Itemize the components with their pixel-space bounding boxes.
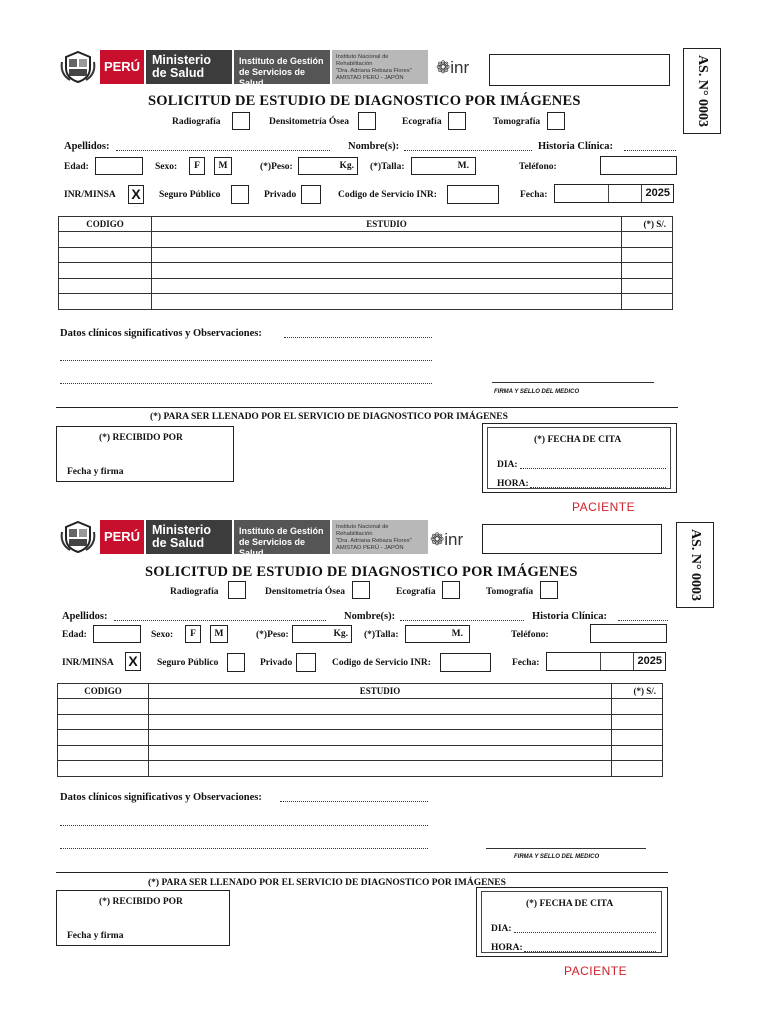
inr-logo-mark-icon: ❁ [430, 530, 445, 549]
header-blank-box[interactable] [489, 54, 670, 86]
historia-line[interactable] [618, 620, 668, 621]
inr-minsa-label: INR/MINSA [62, 658, 114, 668]
inr-institute-banner [332, 520, 428, 554]
inr-minsa-checkbox[interactable] [125, 652, 141, 671]
fecha-cita-label: (*) FECHA DE CITA [526, 899, 614, 909]
kg-unit: Kg. [333, 629, 348, 639]
section-divider [56, 872, 668, 873]
serial-number-box [683, 48, 721, 134]
inr-line2: "Dra. Adriana Rebaza Flores" [336, 538, 412, 544]
firma-line[interactable] [492, 382, 654, 383]
instituto-line2: de Servicios de Salud [239, 67, 306, 88]
inr-line1: Instituto Nacional de Rehabilitación [336, 524, 389, 537]
m-unit: M. [451, 629, 463, 639]
densitometria-checkbox[interactable] [358, 112, 376, 130]
fecha-cita-label: (*) FECHA DE CITA [534, 435, 622, 445]
ecografia-label: Ecografía [396, 587, 436, 597]
inr-minsa-mark: X [128, 653, 138, 669]
sexo-f-checkbox[interactable] [189, 157, 205, 175]
privado-checkbox[interactable] [301, 185, 321, 204]
table-row[interactable] [58, 699, 663, 715]
apellidos-label: Apellidos: [64, 141, 110, 152]
serial-number: AS. N° 0003 [695, 54, 710, 128]
edad-field[interactable] [95, 157, 143, 175]
edad-label: Edad: [62, 630, 87, 640]
inr-minsa-label: INR/MINSA [64, 190, 116, 200]
estudio-header: ESTUDIO [149, 684, 612, 699]
table-row[interactable] [59, 263, 673, 279]
studies-table [57, 683, 663, 777]
peru-logo: PERÚ [100, 520, 144, 554]
tomografia-label: Tomografía [486, 587, 534, 597]
tomografia-checkbox[interactable] [547, 112, 565, 130]
table-row[interactable] [58, 730, 663, 746]
historia-label: Historia Clínica: [538, 141, 613, 152]
copy-label: PACIENTE [564, 964, 628, 978]
codigo-header: CODIGO [59, 217, 152, 232]
edad-field[interactable] [93, 625, 141, 643]
firma-label: FIRMA Y SELLO DEL MEDICO [514, 854, 600, 860]
inr-minsa-checkbox[interactable] [128, 185, 144, 204]
ministerio-line2: de Salud [152, 66, 205, 80]
table-row[interactable] [58, 714, 663, 730]
peru-logo: PERÚ [100, 50, 144, 84]
codigo-servicio-label: Codigo de Servicio INR: [332, 658, 431, 668]
codigo-servicio-field[interactable] [440, 653, 491, 672]
ministerio-line2: de Salud [152, 536, 205, 550]
sexo-m-label: M [218, 161, 228, 171]
privado-label: Privado [260, 658, 293, 668]
apellidos-line[interactable] [116, 150, 330, 151]
copy-label: PACIENTE [572, 500, 636, 514]
precio-header: (*) S/. [612, 684, 663, 699]
edad-label: Edad: [64, 162, 89, 172]
ministerio-logo [146, 520, 232, 554]
ecografia-label: Ecografía [402, 117, 442, 127]
observaciones-line-2[interactable] [60, 360, 432, 361]
sexo-f-label: F [194, 161, 200, 171]
fecha-field[interactable] [546, 652, 666, 671]
inr-line2: "Dra. Adriana Rebaza Flores" [336, 68, 412, 74]
dia-label: DIA: [491, 924, 512, 934]
inr-minsa-mark: X [131, 186, 141, 202]
instituto-logo [234, 520, 330, 558]
peru-coat-of-arms-icon [60, 48, 96, 84]
precio-header: (*) S/. [622, 217, 673, 232]
inr-logo-text: inr [450, 58, 470, 77]
talla-field[interactable] [405, 625, 470, 643]
studies-table [58, 216, 673, 310]
recibido-box[interactable] [56, 890, 230, 946]
historia-label: Historia Clínica: [532, 611, 607, 622]
llenado-label: (*) PARA SER LLENADO POR EL SERVICIO DE DIAGNOSTICO POR IMÁGENES [148, 878, 506, 888]
radiografia-label: Radiografía [172, 117, 221, 127]
radiografia-label: Radiografía [170, 587, 219, 597]
observaciones-line-3[interactable] [60, 848, 428, 849]
hora-line[interactable] [524, 951, 656, 952]
form-copy-2 [0, 470, 768, 978]
llenado-label: (*) PARA SER LLENADO POR EL SERVICIO DE DIAGNOSTICO POR IMÁGENES [150, 412, 508, 422]
apellidos-line[interactable] [114, 620, 326, 621]
fecha-cita-box [476, 887, 668, 957]
inr-logo [436, 58, 469, 78]
radiografia-checkbox[interactable] [232, 112, 250, 130]
fecha-field[interactable] [554, 184, 674, 203]
table-row[interactable] [59, 232, 673, 248]
dia-line[interactable] [520, 468, 666, 469]
observaciones-line-1[interactable] [280, 801, 428, 802]
inr-line3: AMISTAD PERÚ - JAPÓN [336, 545, 404, 551]
inr-logo-text: inr [444, 530, 464, 549]
peso-field[interactable] [298, 157, 358, 175]
table-row[interactable] [59, 294, 673, 310]
serial-number-box [676, 522, 714, 608]
nombres-line[interactable] [404, 150, 532, 151]
radiografia-checkbox[interactable] [228, 581, 246, 599]
observaciones-line-2[interactable] [60, 825, 428, 826]
dia-label: DIA: [497, 460, 518, 470]
fecha-year: 2025 [637, 655, 662, 667]
form-title: SOLICITUD DE ESTUDIO DE DIAGNOSTICO POR IMÁGENES [148, 93, 581, 109]
fecha-firma-label: Fecha y firma [67, 931, 124, 941]
table-row[interactable] [58, 761, 663, 777]
inr-institute-banner [332, 50, 428, 84]
form-title: SOLICITUD DE ESTUDIO DE DIAGNOSTICO POR IMÁGENES [145, 564, 578, 580]
instituto-line1: Instituto de Gestión [239, 526, 324, 536]
tomografia-label: Tomografía [493, 117, 541, 127]
ministerio-line1: Ministerio [152, 523, 212, 537]
firma-label: FIRMA Y SELLO DEL MEDICO [494, 389, 580, 395]
peso-label: (*)Peso: [256, 630, 289, 640]
inr-line3: AMISTAD PERÚ - JAPÓN [336, 75, 404, 81]
hora-label: HORA: [491, 943, 523, 953]
codigo-servicio-label: Codigo de Servicio INR: [338, 190, 437, 200]
densitometria-checkbox[interactable] [352, 581, 370, 599]
densitometria-label: Densitometría Ósea [265, 587, 345, 597]
historia-line[interactable] [624, 150, 676, 151]
talla-field[interactable] [411, 157, 476, 175]
ministerio-line1: Ministerio [152, 53, 212, 67]
telefono-field[interactable] [600, 156, 677, 175]
nombres-label: Nombre(s): [348, 141, 400, 152]
instituto-line1: Instituto de Gestión [239, 56, 324, 66]
sexo-label: Sexo: [151, 630, 174, 640]
talla-label: (*)Talla: [364, 630, 399, 640]
telefono-label: Teléfono: [511, 630, 549, 640]
seguro-label: Seguro Público [159, 190, 221, 200]
peso-label: (*)Peso: [260, 162, 293, 172]
telefono-field[interactable] [590, 624, 667, 643]
sexo-m-label: M [214, 629, 224, 639]
datos-clinicos-label: Datos clínicos significativos y Observaciones: [60, 328, 262, 339]
ecografia-checkbox[interactable] [442, 581, 460, 599]
peso-field[interactable] [292, 625, 352, 643]
sexo-f-checkbox[interactable] [185, 625, 201, 643]
firma-line[interactable] [486, 848, 646, 849]
telefono-label: Teléfono: [519, 162, 557, 172]
peru-coat-of-arms-icon [60, 518, 96, 554]
estudio-header: ESTUDIO [152, 217, 622, 232]
observaciones-line-1[interactable] [284, 337, 432, 338]
instituto-logo [234, 50, 330, 88]
tomografia-checkbox[interactable] [540, 581, 558, 599]
privado-label: Privado [264, 190, 297, 200]
instituto-line2: de Servicios de Salud [239, 537, 306, 558]
fecha-label: Fecha: [512, 658, 540, 668]
seguro-checkbox[interactable] [227, 653, 245, 672]
header-blank-box[interactable] [482, 524, 662, 554]
fecha-label: Fecha: [520, 190, 548, 200]
kg-unit: Kg. [339, 161, 354, 171]
privado-checkbox[interactable] [296, 653, 316, 672]
apellidos-label: Apellidos: [62, 611, 108, 622]
inr-logo-mark-icon: ❁ [436, 58, 451, 77]
observaciones-line-3[interactable] [60, 383, 432, 384]
nombres-label: Nombre(s): [344, 611, 396, 622]
fecha-firma-label: Fecha y firma [67, 467, 124, 477]
ministerio-logo [146, 50, 232, 84]
seguro-checkbox[interactable] [231, 185, 249, 204]
table-row[interactable] [59, 278, 673, 294]
codigo-servicio-field[interactable] [447, 185, 499, 204]
seguro-label: Seguro Público [157, 658, 219, 668]
fecha-cita-inner [481, 891, 662, 953]
table-row[interactable] [59, 247, 673, 263]
inr-line1: Instituto Nacional de Rehabilitación [336, 54, 389, 67]
dia-line[interactable] [514, 932, 656, 933]
hora-label: HORA: [497, 479, 529, 489]
recibido-label: (*) RECIBIDO POR [99, 433, 183, 443]
codigo-header: CODIGO [58, 684, 149, 699]
sexo-m-checkbox[interactable] [210, 625, 228, 643]
sexo-label: Sexo: [155, 162, 178, 172]
sexo-m-checkbox[interactable] [214, 157, 232, 175]
talla-label: (*)Talla: [370, 162, 405, 172]
section-divider [56, 407, 678, 408]
inr-logo [430, 530, 463, 550]
sexo-f-label: F [190, 629, 196, 639]
recibido-label: (*) RECIBIDO POR [99, 897, 183, 907]
table-row[interactable] [58, 745, 663, 761]
ecografia-checkbox[interactable] [448, 112, 466, 130]
nombres-line[interactable] [400, 620, 524, 621]
m-unit: M. [457, 161, 469, 171]
densitometria-label: Densitometría Ósea [269, 117, 349, 127]
datos-clinicos-label: Datos clínicos significativos y Observaciones: [60, 792, 262, 803]
serial-number: AS. N° 0003 [688, 528, 703, 602]
fecha-year: 2025 [645, 187, 670, 199]
